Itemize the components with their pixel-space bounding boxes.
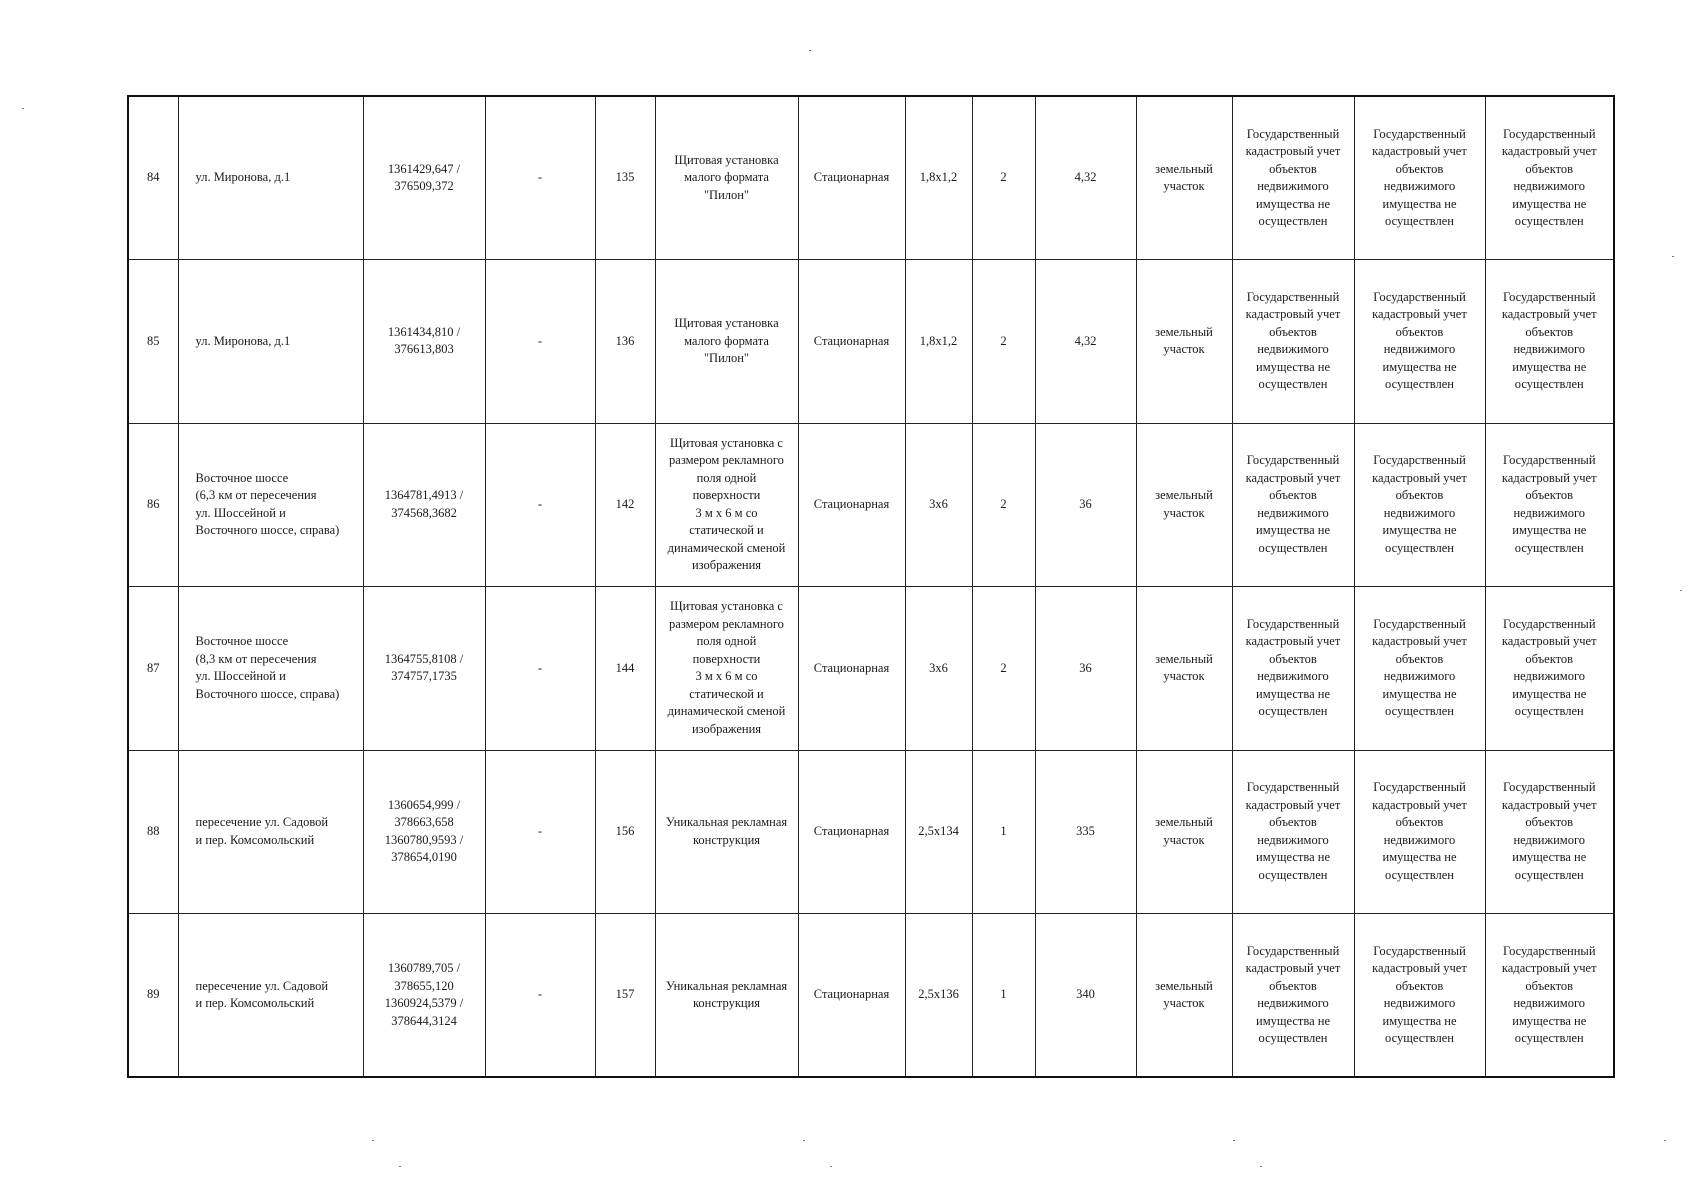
- address-cell: пересечение ул. Садовой и пер. Комсомольский: [178, 750, 363, 914]
- cadastral-status-cell: Государственный кадастровый учет объектов недвижимого имущества не осуществлен: [1354, 587, 1485, 751]
- table-row: [128, 587, 1614, 751]
- cadastral-status-cell: Государственный кадастровый учет объектов недвижимого имущества не осуществлен: [1232, 587, 1354, 751]
- scan-speck: [1680, 590, 1682, 591]
- dash-cell: -: [485, 260, 595, 424]
- cadastral-status-cell: Государственный кадастровый учет объектов недвижимого имущества не осуществлен: [1232, 260, 1354, 424]
- scan-speck: [1672, 256, 1674, 257]
- row-number: 89: [128, 914, 178, 1078]
- cadastral-status-cell: Государственный кадастровый учет объектов недвижимого имущества не осуществлен: [1354, 96, 1485, 260]
- installation-kind-cell: Стационарная: [798, 750, 905, 914]
- table-row: [128, 750, 1614, 914]
- address-cell: пересечение ул. Садовой и пер. Комсомольский: [178, 914, 363, 1078]
- cadastral-status-cell: Государственный кадастровый учет объектов недвижимого имущества не осуществлен: [1232, 96, 1354, 260]
- cadastral-status-cell: Государственный кадастровый учет объектов недвижимого имущества не осуществлен: [1485, 914, 1614, 1078]
- advertising-structures-table: [127, 95, 1615, 1078]
- scan-speck: [830, 1166, 832, 1167]
- land-type-cell: земельный участок: [1136, 260, 1232, 424]
- cadastral-status-cell: Государственный кадастровый учет объектов недвижимого имущества не осуществлен: [1232, 914, 1354, 1078]
- structure-id-cell: 135: [595, 96, 655, 260]
- sides-count-cell: 1: [972, 750, 1035, 914]
- land-type-cell: земельный участок: [1136, 914, 1232, 1078]
- cadastral-status-cell: Государственный кадастровый учет объектов недвижимого имущества не осуществлен: [1354, 914, 1485, 1078]
- size-cell: 2,5x136: [905, 914, 972, 1078]
- size-cell: 1,8x1,2: [905, 260, 972, 424]
- cadastral-status-cell: Государственный кадастровый учет объектов недвижимого имущества не осуществлен: [1354, 423, 1485, 587]
- cadastral-status-cell: Государственный кадастровый учет объектов недвижимого имущества не осуществлен: [1485, 423, 1614, 587]
- scan-speck: [1664, 1140, 1666, 1141]
- row-number: 85: [128, 260, 178, 424]
- structure-type-cell: Щитовая установка с размером рекламного поля одной поверхности 3 м х 6 м со статической и динамической сменой изображения: [655, 587, 798, 751]
- scan-speck: [399, 1166, 401, 1167]
- scan-speck: [22, 108, 24, 109]
- scan-speck: [1233, 1140, 1235, 1141]
- coordinates-cell: 1360789,705 / 378655,120 1360924,5379 / 378644,3124: [363, 914, 485, 1078]
- installation-kind-cell: Стационарная: [798, 914, 905, 1078]
- land-type-cell: земельный участок: [1136, 423, 1232, 587]
- structure-id-cell: 144: [595, 587, 655, 751]
- area-cell: 4,32: [1035, 96, 1136, 260]
- cadastral-status-cell: Государственный кадастровый учет объектов недвижимого имущества не осуществлен: [1232, 423, 1354, 587]
- cadastral-status-cell: Государственный кадастровый учет объектов недвижимого имущества не осуществлен: [1485, 587, 1614, 751]
- area-cell: 335: [1035, 750, 1136, 914]
- row-number: 86: [128, 423, 178, 587]
- cadastral-status-cell: Государственный кадастровый учет объектов недвижимого имущества не осуществлен: [1485, 750, 1614, 914]
- scan-speck: [1260, 1166, 1262, 1167]
- structure-id-cell: 157: [595, 914, 655, 1078]
- sides-count-cell: 1: [972, 914, 1035, 1078]
- structure-type-cell: Уникальная рекламная конструкция: [655, 914, 798, 1078]
- sides-count-cell: 2: [972, 96, 1035, 260]
- sides-count-cell: 2: [972, 423, 1035, 587]
- sides-count-cell: 2: [972, 587, 1035, 751]
- installation-kind-cell: Стационарная: [798, 96, 905, 260]
- coordinates-cell: 1364755,8108 / 374757,1735: [363, 587, 485, 751]
- structure-id-cell: 142: [595, 423, 655, 587]
- area-cell: 36: [1035, 587, 1136, 751]
- address-cell: ул. Миронова, д.1: [178, 96, 363, 260]
- installation-kind-cell: Стационарная: [798, 260, 905, 424]
- size-cell: 3x6: [905, 587, 972, 751]
- dash-cell: -: [485, 96, 595, 260]
- dash-cell: -: [485, 750, 595, 914]
- table-body: [128, 96, 1614, 1077]
- dash-cell: -: [485, 914, 595, 1078]
- coordinates-cell: 1361434,810 / 376613,803: [363, 260, 485, 424]
- cadastral-status-cell: Государственный кадастровый учет объектов недвижимого имущества не осуществлен: [1485, 96, 1614, 260]
- scan-speck: [372, 1140, 374, 1141]
- land-type-cell: земельный участок: [1136, 96, 1232, 260]
- table-row: [128, 914, 1614, 1078]
- sides-count-cell: 2: [972, 260, 1035, 424]
- structure-type-cell: Уникальная рекламная конструкция: [655, 750, 798, 914]
- scan-speck: [809, 50, 811, 51]
- row-number: 88: [128, 750, 178, 914]
- structure-type-cell: Щитовая установка с размером рекламного поля одной поверхности 3 м х 6 м со статической и динамической сменой изображения: [655, 423, 798, 587]
- address-cell: Восточное шоссе (8,3 км от пересечения ул. Шоссейной и Восточного шоссе, справа): [178, 587, 363, 751]
- cadastral-status-cell: Государственный кадастровый учет объектов недвижимого имущества не осуществлен: [1485, 260, 1614, 424]
- dash-cell: -: [485, 587, 595, 751]
- address-cell: ул. Миронова, д.1: [178, 260, 363, 424]
- address-cell: Восточное шоссе (6,3 км от пересечения ул. Шоссейной и Восточного шоссе, справа): [178, 423, 363, 587]
- cadastral-status-cell: Государственный кадастровый учет объектов недвижимого имущества не осуществлен: [1354, 260, 1485, 424]
- area-cell: 340: [1035, 914, 1136, 1078]
- cadastral-status-cell: Государственный кадастровый учет объектов недвижимого имущества не осуществлен: [1354, 750, 1485, 914]
- land-type-cell: земельный участок: [1136, 750, 1232, 914]
- table-row: [128, 96, 1614, 260]
- structure-type-cell: Щитовая установка малого формата "Пилон": [655, 260, 798, 424]
- installation-kind-cell: Стационарная: [798, 423, 905, 587]
- area-cell: 4,32: [1035, 260, 1136, 424]
- dash-cell: -: [485, 423, 595, 587]
- size-cell: 1,8x1,2: [905, 96, 972, 260]
- structure-id-cell: 156: [595, 750, 655, 914]
- coordinates-cell: 1361429,647 / 376509,372: [363, 96, 485, 260]
- area-cell: 36: [1035, 423, 1136, 587]
- size-cell: 3x6: [905, 423, 972, 587]
- table-row: [128, 423, 1614, 587]
- size-cell: 2,5x134: [905, 750, 972, 914]
- row-number: 87: [128, 587, 178, 751]
- structure-id-cell: 136: [595, 260, 655, 424]
- cadastral-status-cell: Государственный кадастровый учет объектов недвижимого имущества не осуществлен: [1232, 750, 1354, 914]
- land-type-cell: земельный участок: [1136, 587, 1232, 751]
- scan-speck: [803, 1140, 805, 1141]
- table-row: [128, 260, 1614, 424]
- installation-kind-cell: Стационарная: [798, 587, 905, 751]
- coordinates-cell: 1360654,999 / 378663,658 1360780,9593 / 378654,0190: [363, 750, 485, 914]
- structure-type-cell: Щитовая установка малого формата "Пилон": [655, 96, 798, 260]
- row-number: 84: [128, 96, 178, 260]
- coordinates-cell: 1364781,4913 / 374568,3682: [363, 423, 485, 587]
